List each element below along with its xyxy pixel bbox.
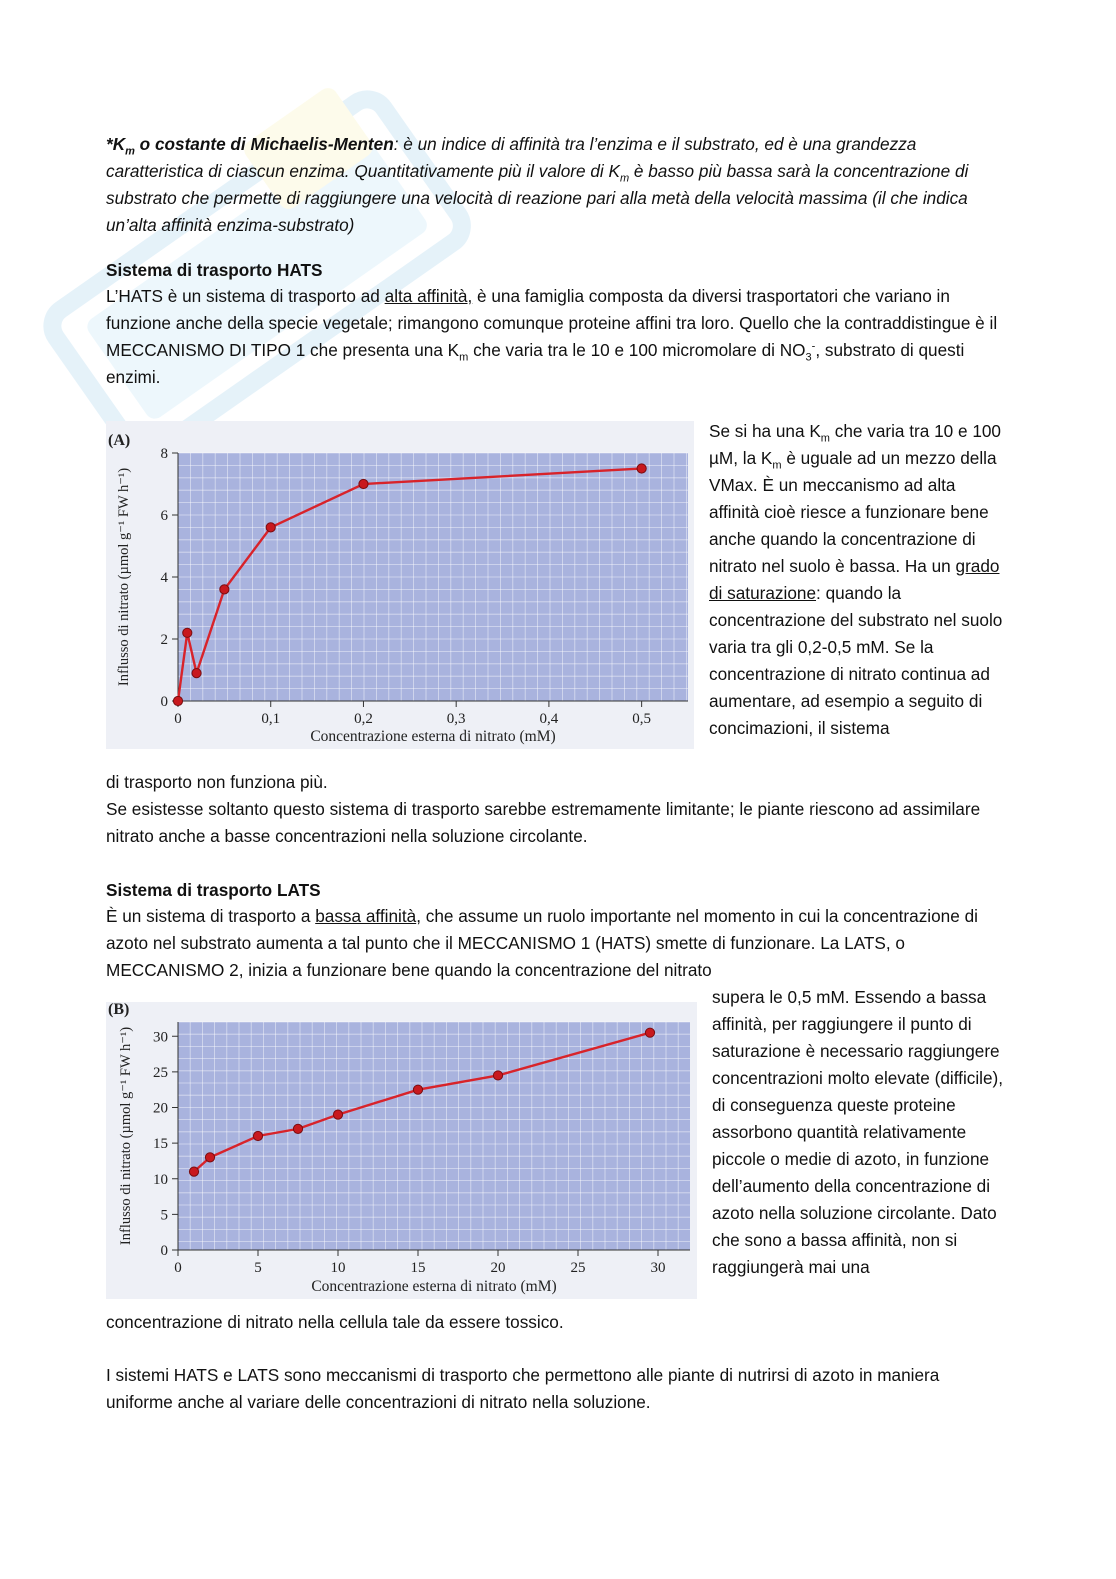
nitrate-subscript: 3 xyxy=(805,351,812,364)
hats-side-d: : quando la concentrazione del substrato nel suolo varia tra gli 0,2-0,5 mM. Se la concentrazione di nitrato continua ad aumentare, ad esempio a seguito di concimazioni, il sistema xyxy=(709,583,1003,738)
km-text-1: è un indice di affinità tra l’enzima e il substrato, ed è una grandezza caratteristica di ciascun enzima. Quantitativamente più il valore di K xyxy=(106,134,917,181)
km-text-2: è basso più bassa sarà la concentrazione di substrato che permette di raggiungere una velocità di reazione pari alla metà della velocità massima (il che indica un’alta affinità enzima-substrato) xyxy=(106,161,969,235)
y-tick-label: 10 xyxy=(153,1171,168,1188)
data-point xyxy=(220,585,229,594)
data-point xyxy=(413,1085,422,1094)
y-tick-label: 25 xyxy=(153,1064,168,1081)
hats-side-a: Se si ha una K xyxy=(709,421,821,441)
km-term: o costante di Michaelis-Menten xyxy=(134,134,394,154)
hats-intro-d: , substrato di questi enzimi. xyxy=(106,340,965,387)
x-tick-label: 5 xyxy=(254,1260,262,1276)
hats-intro xyxy=(106,283,1006,391)
data-point xyxy=(183,628,192,637)
y-axis-title: Influsso di nitrato (µmol g⁻¹ FW h⁻¹) xyxy=(118,1026,134,1246)
hats-intro-b: è una famiglia composta da diversi trasportatori che variano in funzione anche della specie vegetale; rimangono comunque proteine affini tra loro. Quello che la contraddistingue è il MECCANISMO DI TIPO 1 che presenta una K xyxy=(106,286,998,360)
x-tick-label: 0,4 xyxy=(539,711,559,727)
lats-low-affinity: bassa affinità xyxy=(315,906,417,926)
km-colon: : xyxy=(393,134,399,154)
hats-high-affinity: alta affinità, xyxy=(384,286,473,306)
km-text-subscript: m xyxy=(619,172,630,185)
y-tick-label: 20 xyxy=(153,1100,168,1117)
hats-intro-c: che varia tra le 10 e 100 micromolare di NO xyxy=(468,340,806,360)
km-definition xyxy=(106,131,1006,239)
y-tick-label: 2 xyxy=(160,632,168,648)
hats-side-sub1: m xyxy=(820,432,830,445)
y-tick-label: 0 xyxy=(160,694,168,710)
hats-limitation: Se esistesse soltanto questo sistema di trasporto sarebbe estremamente limitante; le piante riescono ad assimilare nitrato anche a basse concentrazioni nella soluzione circolante. xyxy=(106,799,981,846)
hats-side-c: è uguale ad un mezzo della VMax. È un meccanismo ad alta affinità cioè riesce a funzionare bene anche quando la concentrazione di nitrato nel suolo è bassa. Ha un xyxy=(709,448,997,576)
km-subscript: m xyxy=(125,145,135,158)
data-point xyxy=(173,696,182,705)
hats-km-subscript: m xyxy=(459,351,469,364)
y-tick-label: 5 xyxy=(160,1207,168,1224)
asterisk: * xyxy=(106,134,113,154)
x-tick-label: 0 xyxy=(174,711,182,727)
panel-label: (A) xyxy=(108,432,131,449)
data-point xyxy=(192,669,201,678)
data-point xyxy=(645,1028,654,1037)
data-point xyxy=(293,1124,302,1133)
data-point xyxy=(637,464,646,473)
chart-a-hats xyxy=(106,421,694,749)
hats-intro-a: L’HATS è un sistema di trasporto ad xyxy=(106,286,385,306)
conclusion: I sistemi HATS e LATS sono meccanismi di trasporto che permettono alle piante di nutrirsi di azoto in maniera uniforme anche al variare delle concentrazioni di nitrato nella soluzione. xyxy=(106,1365,940,1412)
hats-saturation-degree: grado di saturazione xyxy=(709,556,1000,603)
data-point xyxy=(493,1071,502,1080)
hats-side-text xyxy=(709,418,1009,742)
hats-side-sub2: m xyxy=(772,459,782,472)
lats-intro-a: È un sistema di trasporto a xyxy=(106,906,316,926)
lats-side-text: supera le 0,5 mM. Essendo a bassa affinità, per raggiungere il punto di saturazione è necessario raggiungere concentrazioni molto elevate (difficile), di conseguenza queste proteine assorbono quantità relativamente piccole o medie di azoto, in funzione dell’aumento della concentrazione di azoto nella soluzione circolante. Dato che sono a bassa affinità, non si raggiungerà mai una xyxy=(712,987,1004,1277)
x-tick-label: 0,2 xyxy=(354,711,373,727)
y-axis-title: Influsso di nitrato (µmol g⁻¹ FW h⁻¹) xyxy=(116,467,132,687)
data-point xyxy=(333,1110,342,1119)
hats-heading: Sistema di trasporto HATS xyxy=(106,260,323,280)
nitrate-charge: - xyxy=(811,340,816,353)
x-tick-label: 0 xyxy=(174,1260,182,1276)
x-tick-label: 0,3 xyxy=(446,711,466,727)
y-tick-label: 6 xyxy=(160,508,168,524)
y-tick-label: 30 xyxy=(153,1029,168,1046)
chart-b-lats xyxy=(106,1002,697,1299)
hats-continuation: di trasporto non funziona più. xyxy=(106,772,328,792)
lats-continuation: concentrazione di nitrato nella cellula tale da essere tossico. xyxy=(106,1312,564,1332)
x-axis-title: Concentrazione esterna di nitrato (mM) xyxy=(311,1278,557,1295)
data-point xyxy=(205,1153,214,1162)
x-tick-label: 25 xyxy=(570,1260,586,1276)
x-tick-label: 20 xyxy=(490,1260,506,1276)
x-tick-label: 15 xyxy=(410,1260,426,1276)
x-tick-label: 0,1 xyxy=(261,711,281,727)
y-tick-label: 4 xyxy=(160,570,168,586)
lats-heading: Sistema di trasporto LATS xyxy=(106,880,321,900)
y-tick-label: 0 xyxy=(160,1243,168,1259)
y-tick-label: 8 xyxy=(160,446,168,462)
hats-side-b: che varia tra 10 e 100 µM, la K xyxy=(709,421,1001,468)
lats-intro xyxy=(106,903,1006,984)
lats-intro-b: , che assume un ruolo importante nel momento in cui la concentrazione di azoto nel substrato aumenta a tal punto che il MECCANISMO 1 (HATS) smette di funzionare. La LATS, o MECCANISMO 2, inizia a funzionare bene quando la concentrazione del nitrato xyxy=(106,906,978,980)
data-point xyxy=(359,479,368,488)
panel-label: (B) xyxy=(108,1002,130,1018)
data-point xyxy=(189,1167,198,1176)
x-tick-label: 0,5 xyxy=(632,711,652,727)
data-point xyxy=(266,523,275,532)
km-symbol: K xyxy=(112,134,126,154)
x-tick-label: 10 xyxy=(330,1260,346,1276)
data-point xyxy=(253,1131,262,1140)
x-tick-label: 30 xyxy=(650,1260,666,1276)
y-tick-label: 15 xyxy=(153,1136,168,1153)
x-axis-title: Concentrazione esterna di nitrato (mM) xyxy=(310,728,556,745)
